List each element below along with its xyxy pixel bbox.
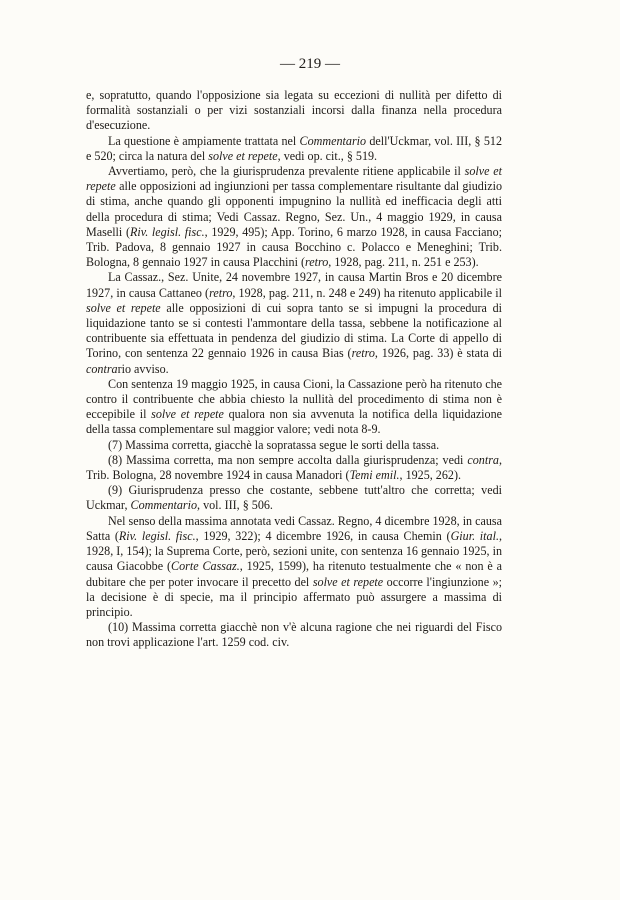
footnote-10: (10) Massima corretta giacchè non v'è alcuna ragione che nei riguardi del Fisco non trovi applicazione l'art. 1259 cod. civ. xyxy=(86,620,502,650)
footnote-9: (9) Giurisprudenza presso che costante, sebbene tutt'altro che corretta; vedi Uckmar, Commentario, vol. III, § 506. xyxy=(86,483,502,513)
page-number: — 219 — xyxy=(280,56,340,72)
body-text xyxy=(86,88,502,651)
paragraph: Nel senso della massima annotata vedi Cassaz. Regno, 4 dicembre 1928, in causa Satta (Riv. legisl. fisc., 1929, 322); 4 dicembre 1926, in causa Chemin (Giur. ital., 1928, I, 154); la Suprema Corte, però, sezioni unite, con sentenza 16 gennaio 1925, in causa Giacobbe (Corte Cassaz., 1925, 1599), ha ritenuto testualmente che « non è a dubitare che per poter invocare il precetto del solve et repete occorre l'ingiunzione »; la decisione è di specie, ma il principio affermato può assurgere a massima di principio. xyxy=(86,513,503,619)
paragraph: Con sentenza 19 maggio 1925, in causa Cioni, la Cassazione però ha ritenuto che contro il contribuente che abbia chiesto la nullità del procedimento di stima non è eccepibile il solve et repete qualora non sia avvenuta la notifica della liquidazione della tassa complementare sul maggior valore; vedi nota 8-9. xyxy=(86,376,503,437)
paragraph: Avvertiamo, però, che la giurisprudenza prevalente ritiene applicabile il solve et repete alle opposizioni ad ingiunzioni per tassa complementare risultante dal giudizio di stima, anche quando gli opponenti impugnino la nullità ed inefficacia degli atti della procedura di stima; Vedi Cassaz. Regno, Sez. Un., 4 maggio 1929, in causa Maselli (Riv. legisl. fisc., 1929, 495); App. Torino, 6 marzo 1928, in causa Facciano; Trib. Padova, 8 gennaio 1927 in causa Bocchino c. Polacco e Meneghini; Trib. Bologna, 8 gennaio 1927 in causa Placchini (retro, 1928, pag. 211, n. 251 e 253). xyxy=(86,164,502,270)
footnote-7: (7) Massima corretta, giacchè la sopratassa segue le sorti della tassa. xyxy=(108,437,440,452)
footnote-8: (8) Massima corretta, ma non sempre accolta dalla giurisprudenza; vedi contra, Trib. Bologna, 28 novembre 1924 in causa Manadori (Temi emil., 1925, 262). xyxy=(86,452,502,483)
paragraph: e, sopratutto, quando l'opposizione sia legata su eccezioni di nullità per difetto di formalità sostanziali o per vizi sostanziali incorsi dalla finanza nella procedura d'esecuzione. xyxy=(86,88,502,133)
paragraph: La Cassaz., Sez. Unite, 24 novembre 1927, in causa Martin Bros e 20 dicembre 1927, in causa Cattaneo (retro, 1928, pag. 211, n. 248 e 249) ha ritenuto applicabile il solve et repete alle opposizioni di cui sopra tanto se si impugni la procedura di liquidazione tanto se si contesti l'ammontare della tassa, sebbene la notificazione al contribuente sia effettuata in pendenza del giudizio di stima. La Corte di appello di Torino, con sentenza 22 gennaio 1926 in causa Bias (retro, 1926, pag. 33) è stata di contrario avviso. xyxy=(86,270,502,376)
paragraph: La questione è ampiamente trattata nel Commentario dell'Uckmar, vol. III, § 512 e 520; circa la natura del solve et repete, vedi op. cit., § 519. xyxy=(86,133,502,163)
